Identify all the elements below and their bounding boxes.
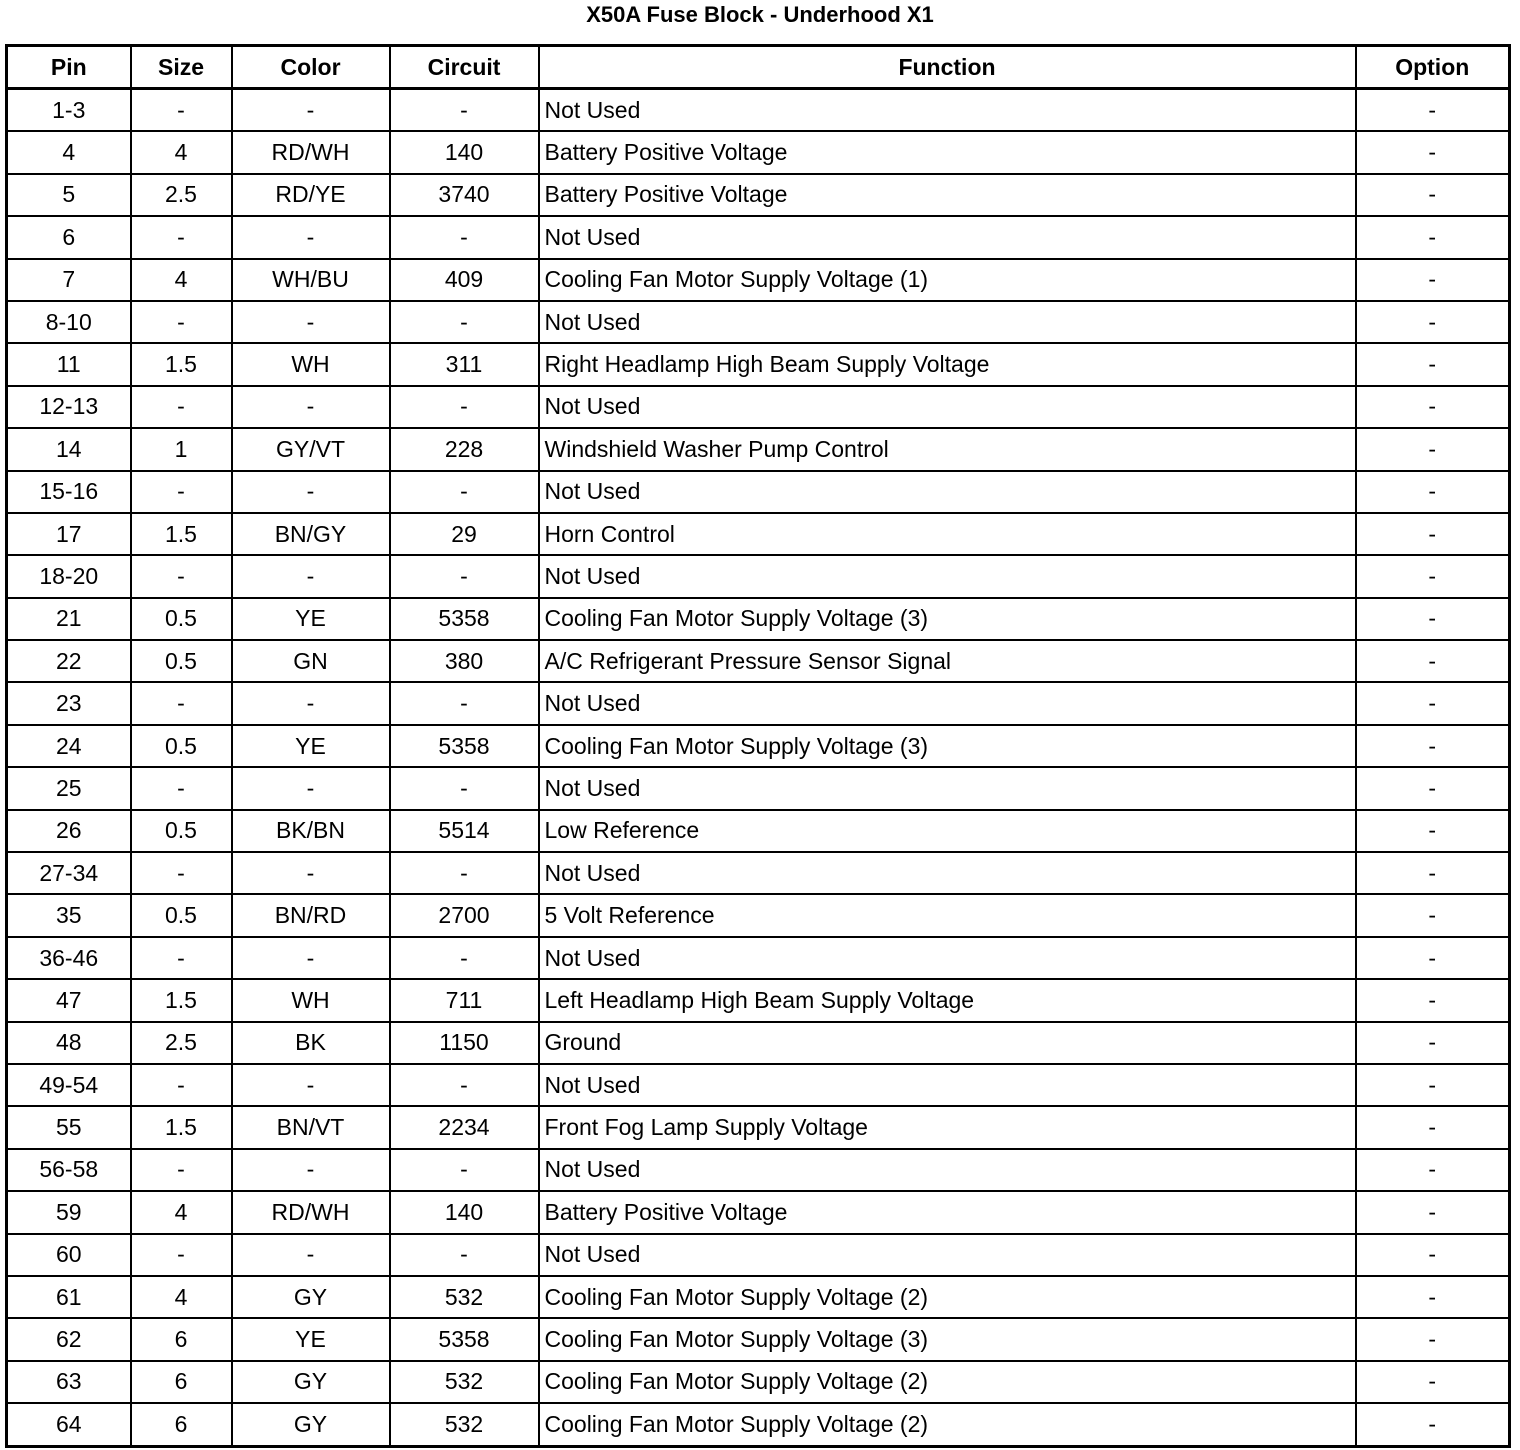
table-row (7, 852, 1510, 894)
cell-color: - (232, 555, 390, 597)
cell-size: - (131, 852, 232, 894)
cell-pin: 5 (7, 174, 131, 216)
cell-circuit: 2700 (390, 894, 539, 936)
cell-circuit: 140 (390, 1191, 539, 1233)
cell-function: Battery Positive Voltage (539, 174, 1356, 216)
cell-pin: 22 (7, 640, 131, 682)
cell-option: - (1356, 979, 1510, 1021)
cell-circuit: 532 (390, 1403, 539, 1446)
cell-function: Cooling Fan Motor Supply Voltage (2) (539, 1361, 1356, 1403)
cell-size: 2.5 (131, 174, 232, 216)
cell-pin: 61 (7, 1276, 131, 1318)
table-row (7, 428, 1510, 470)
table-row (7, 216, 1510, 258)
cell-function: Cooling Fan Motor Supply Voltage (1) (539, 259, 1356, 301)
cell-circuit: - (390, 301, 539, 343)
cell-circuit: 5358 (390, 598, 539, 640)
cell-color: - (232, 386, 390, 428)
cell-option: - (1356, 1234, 1510, 1276)
cell-color: GY/VT (232, 428, 390, 470)
cell-size: - (131, 682, 232, 724)
cell-circuit: - (390, 89, 539, 132)
cell-circuit: 409 (390, 259, 539, 301)
cell-function: 5 Volt Reference (539, 894, 1356, 936)
cell-option: - (1356, 386, 1510, 428)
cell-option: - (1356, 682, 1510, 724)
table-row (7, 598, 1510, 640)
cell-size: 4 (131, 131, 232, 173)
cell-size: 1.5 (131, 979, 232, 1021)
cell-circuit: - (390, 767, 539, 809)
cell-option: - (1356, 767, 1510, 809)
cell-option: - (1356, 555, 1510, 597)
cell-color: BN/GY (232, 513, 390, 555)
cell-option: - (1356, 513, 1510, 555)
header-row (7, 46, 1510, 89)
cell-size: 1.5 (131, 343, 232, 385)
cell-size: - (131, 555, 232, 597)
table-row (7, 174, 1510, 216)
cell-function: Not Used (539, 89, 1356, 132)
cell-option: - (1356, 1403, 1510, 1446)
cell-function: Ground (539, 1022, 1356, 1064)
cell-option: - (1356, 301, 1510, 343)
cell-color: RD/WH (232, 131, 390, 173)
cell-size: 6 (131, 1403, 232, 1446)
cell-circuit: - (390, 555, 539, 597)
cell-pin: 21 (7, 598, 131, 640)
cell-option: - (1356, 174, 1510, 216)
cell-pin: 60 (7, 1234, 131, 1276)
cell-size: - (131, 767, 232, 809)
table-row (7, 1064, 1510, 1106)
cell-option: - (1356, 852, 1510, 894)
column-header-circuit: Circuit (390, 46, 539, 89)
table-row (7, 343, 1510, 385)
table-row (7, 1149, 1510, 1191)
cell-option: - (1356, 89, 1510, 132)
cell-option: - (1356, 810, 1510, 852)
cell-color: - (232, 471, 390, 513)
table-row (7, 513, 1510, 555)
table-row (7, 767, 1510, 809)
cell-option: - (1356, 428, 1510, 470)
cell-circuit: - (390, 682, 539, 724)
table-row (7, 640, 1510, 682)
cell-function: Cooling Fan Motor Supply Voltage (2) (539, 1403, 1356, 1446)
cell-function: Low Reference (539, 810, 1356, 852)
cell-pin: 26 (7, 810, 131, 852)
cell-function: Not Used (539, 301, 1356, 343)
cell-function: Not Used (539, 471, 1356, 513)
cell-circuit: - (390, 1064, 539, 1106)
table-row (7, 937, 1510, 979)
cell-pin: 56-58 (7, 1149, 131, 1191)
cell-option: - (1356, 1361, 1510, 1403)
column-header-option: Option (1356, 46, 1510, 89)
cell-option: - (1356, 471, 1510, 513)
cell-function: Not Used (539, 937, 1356, 979)
cell-color: WH/BU (232, 259, 390, 301)
cell-color: WH (232, 343, 390, 385)
cell-size: - (131, 89, 232, 132)
cell-size: - (131, 471, 232, 513)
cell-color: GY (232, 1276, 390, 1318)
cell-pin: 1-3 (7, 89, 131, 132)
cell-option: - (1356, 1149, 1510, 1191)
cell-size: 0.5 (131, 598, 232, 640)
table-row (7, 555, 1510, 597)
cell-function: Not Used (539, 216, 1356, 258)
cell-function: Not Used (539, 1064, 1356, 1106)
cell-option: - (1356, 1318, 1510, 1360)
cell-circuit: 380 (390, 640, 539, 682)
cell-function: Left Headlamp High Beam Supply Voltage (539, 979, 1356, 1021)
cell-pin: 23 (7, 682, 131, 724)
cell-pin: 59 (7, 1191, 131, 1233)
cell-size: 4 (131, 1276, 232, 1318)
cell-pin: 55 (7, 1106, 131, 1148)
cell-circuit: 711 (390, 979, 539, 1021)
cell-pin: 35 (7, 894, 131, 936)
cell-function: Battery Positive Voltage (539, 131, 1356, 173)
cell-circuit: 5358 (390, 1318, 539, 1360)
cell-size: 4 (131, 1191, 232, 1233)
cell-size: 1 (131, 428, 232, 470)
cell-size: 4 (131, 259, 232, 301)
column-header-pin: Pin (7, 46, 131, 89)
cell-color: GY (232, 1361, 390, 1403)
cell-function: Not Used (539, 767, 1356, 809)
cell-function: Windshield Washer Pump Control (539, 428, 1356, 470)
cell-circuit: - (390, 216, 539, 258)
cell-circuit: 5358 (390, 725, 539, 767)
page-title: X50A Fuse Block - Underhood X1 (586, 2, 934, 27)
table-row (7, 682, 1510, 724)
table-row (7, 1106, 1510, 1148)
cell-function: A/C Refrigerant Pressure Sensor Signal (539, 640, 1356, 682)
cell-function: Not Used (539, 555, 1356, 597)
cell-circuit: 29 (390, 513, 539, 555)
cell-color: RD/YE (232, 174, 390, 216)
cell-pin: 36-46 (7, 937, 131, 979)
cell-pin: 48 (7, 1022, 131, 1064)
table-row (7, 1022, 1510, 1064)
table-row (7, 131, 1510, 173)
cell-color: - (232, 89, 390, 132)
cell-color: BK/BN (232, 810, 390, 852)
cell-color: - (232, 1234, 390, 1276)
cell-option: - (1356, 1106, 1510, 1148)
cell-option: - (1356, 1064, 1510, 1106)
cell-pin: 64 (7, 1403, 131, 1446)
cell-size: 0.5 (131, 640, 232, 682)
cell-option: - (1356, 259, 1510, 301)
cell-function: Not Used (539, 1234, 1356, 1276)
cell-color: - (232, 852, 390, 894)
cell-color: RD/WH (232, 1191, 390, 1233)
cell-option: - (1356, 216, 1510, 258)
cell-color: YE (232, 725, 390, 767)
cell-option: - (1356, 1022, 1510, 1064)
cell-circuit: 2234 (390, 1106, 539, 1148)
cell-function: Not Used (539, 682, 1356, 724)
cell-function: Horn Control (539, 513, 1356, 555)
cell-color: - (232, 1064, 390, 1106)
cell-function: Cooling Fan Motor Supply Voltage (3) (539, 725, 1356, 767)
cell-pin: 62 (7, 1318, 131, 1360)
cell-function: Cooling Fan Motor Supply Voltage (2) (539, 1276, 1356, 1318)
cell-color: BN/RD (232, 894, 390, 936)
table-row (7, 810, 1510, 852)
cell-size: 0.5 (131, 894, 232, 936)
cell-pin: 24 (7, 725, 131, 767)
cell-function: Cooling Fan Motor Supply Voltage (3) (539, 598, 1356, 640)
cell-circuit: 5514 (390, 810, 539, 852)
cell-color: GY (232, 1403, 390, 1446)
table-row (7, 725, 1510, 767)
cell-color: WH (232, 979, 390, 1021)
cell-size: 1.5 (131, 513, 232, 555)
cell-size: - (131, 1234, 232, 1276)
cell-pin: 8-10 (7, 301, 131, 343)
cell-circuit: 3740 (390, 174, 539, 216)
cell-pin: 49-54 (7, 1064, 131, 1106)
cell-color: - (232, 682, 390, 724)
cell-pin: 27-34 (7, 852, 131, 894)
cell-option: - (1356, 894, 1510, 936)
table-row (7, 1191, 1510, 1233)
cell-size: 1.5 (131, 1106, 232, 1148)
connector-pinout-table (5, 44, 1511, 1448)
cell-size: 2.5 (131, 1022, 232, 1064)
cell-option: - (1356, 131, 1510, 173)
table-row (7, 1361, 1510, 1403)
cell-circuit: 228 (390, 428, 539, 470)
cell-circuit: - (390, 852, 539, 894)
cell-option: - (1356, 725, 1510, 767)
cell-pin: 15-16 (7, 471, 131, 513)
cell-circuit: 311 (390, 343, 539, 385)
cell-circuit: 1150 (390, 1022, 539, 1064)
cell-color: - (232, 301, 390, 343)
column-header-function: Function (539, 46, 1356, 89)
cell-option: - (1356, 343, 1510, 385)
cell-pin: 47 (7, 979, 131, 1021)
cell-size: 0.5 (131, 810, 232, 852)
table-row (7, 1318, 1510, 1360)
table-row (7, 1234, 1510, 1276)
cell-pin: 4 (7, 131, 131, 173)
cell-circuit: - (390, 937, 539, 979)
cell-pin: 7 (7, 259, 131, 301)
column-header-size: Size (131, 46, 232, 89)
cell-size: 6 (131, 1361, 232, 1403)
cell-color: YE (232, 598, 390, 640)
cell-pin: 6 (7, 216, 131, 258)
table-row (7, 386, 1510, 428)
cell-circuit: - (390, 471, 539, 513)
cell-circuit: - (390, 386, 539, 428)
table-row (7, 1276, 1510, 1318)
table-row (7, 1403, 1510, 1446)
table-row (7, 259, 1510, 301)
cell-pin: 18-20 (7, 555, 131, 597)
table-body (7, 89, 1510, 1447)
cell-function: Right Headlamp High Beam Supply Voltage (539, 343, 1356, 385)
cell-size: - (131, 1149, 232, 1191)
cell-function: Front Fog Lamp Supply Voltage (539, 1106, 1356, 1148)
cell-option: - (1356, 1276, 1510, 1318)
cell-pin: 11 (7, 343, 131, 385)
cell-circuit: 532 (390, 1276, 539, 1318)
cell-function: Cooling Fan Motor Supply Voltage (3) (539, 1318, 1356, 1360)
cell-pin: 63 (7, 1361, 131, 1403)
table-row (7, 89, 1510, 132)
cell-size: 0.5 (131, 725, 232, 767)
cell-size: - (131, 216, 232, 258)
cell-option: - (1356, 640, 1510, 682)
cell-color: BN/VT (232, 1106, 390, 1148)
column-header-color: Color (232, 46, 390, 89)
cell-function: Battery Positive Voltage (539, 1191, 1356, 1233)
cell-option: - (1356, 598, 1510, 640)
cell-color: - (232, 937, 390, 979)
cell-circuit: - (390, 1234, 539, 1276)
cell-color: - (232, 216, 390, 258)
cell-color: - (232, 1149, 390, 1191)
cell-pin: 17 (7, 513, 131, 555)
cell-pin: 25 (7, 767, 131, 809)
cell-size: - (131, 937, 232, 979)
cell-size: - (131, 1064, 232, 1106)
cell-color: YE (232, 1318, 390, 1360)
cell-color: GN (232, 640, 390, 682)
cell-option: - (1356, 1191, 1510, 1233)
cell-function: Not Used (539, 852, 1356, 894)
cell-option: - (1356, 937, 1510, 979)
cell-size: 6 (131, 1318, 232, 1360)
cell-color: - (232, 767, 390, 809)
table-row (7, 301, 1510, 343)
cell-pin: 14 (7, 428, 131, 470)
cell-pin: 12-13 (7, 386, 131, 428)
cell-size: - (131, 386, 232, 428)
table-row (7, 979, 1510, 1021)
cell-function: Not Used (539, 386, 1356, 428)
cell-function: Not Used (539, 1149, 1356, 1191)
table-row (7, 894, 1510, 936)
cell-circuit: 140 (390, 131, 539, 173)
cell-size: - (131, 301, 232, 343)
cell-circuit: 532 (390, 1361, 539, 1403)
cell-color: BK (232, 1022, 390, 1064)
cell-circuit: - (390, 1149, 539, 1191)
table-row (7, 471, 1510, 513)
